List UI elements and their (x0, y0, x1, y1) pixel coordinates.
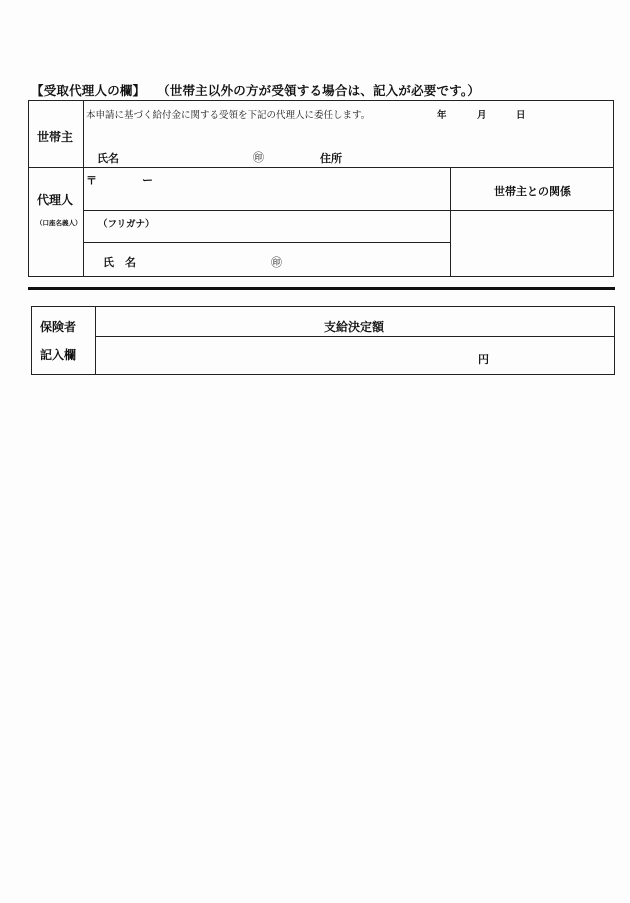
insurer-row-divider (95, 336, 615, 337)
insurer-label-divider (95, 306, 96, 375)
delegation-text: 本申請に基づく給付金に関する受領を下記の代理人に委任します。 (86, 110, 371, 121)
furigana-row-divider (83, 242, 450, 243)
section-note: （世帯主以外の方が受領する場合は、記入が必要です。） (163, 83, 481, 98)
insurer-label-line1: 保険者 (40, 320, 77, 334)
householder-address-label: 住所 (320, 152, 342, 165)
agent-label: 代理人 (37, 193, 74, 207)
agent-name-label: 氏 名 (103, 256, 136, 269)
agent-seal-mark: ㊞ (271, 256, 282, 269)
currency-label: 円 (478, 353, 489, 366)
month-label: 月 (477, 110, 487, 121)
householder-seal-mark: ㊞ (253, 151, 264, 164)
agent-table-label-divider (83, 100, 84, 277)
relation-column-divider (450, 167, 451, 277)
insurer-label-line2: 記入欄 (40, 348, 77, 362)
day-label: 日 (516, 110, 526, 121)
agent-sublabel: （口座名義人） (36, 219, 82, 227)
section-title: 【受取代理人の欄】 (31, 83, 146, 98)
year-label: 年 (437, 110, 447, 121)
postal-dash: ー (142, 174, 153, 187)
section-separator (28, 287, 615, 290)
agent-table-row-divider (28, 167, 614, 168)
insurer-table (31, 306, 615, 375)
householder-name-label: 氏名 (97, 152, 119, 165)
postal-row-divider (83, 210, 614, 211)
householder-label: 世帯主 (37, 130, 74, 144)
furigana-label: （フリガナ） (98, 219, 155, 230)
amount-label: 支給決定額 (324, 320, 385, 334)
section-heading (31, 81, 480, 99)
postal-mark: 〒 (86, 174, 97, 187)
relation-label: 世帯主との関係 (494, 185, 571, 198)
